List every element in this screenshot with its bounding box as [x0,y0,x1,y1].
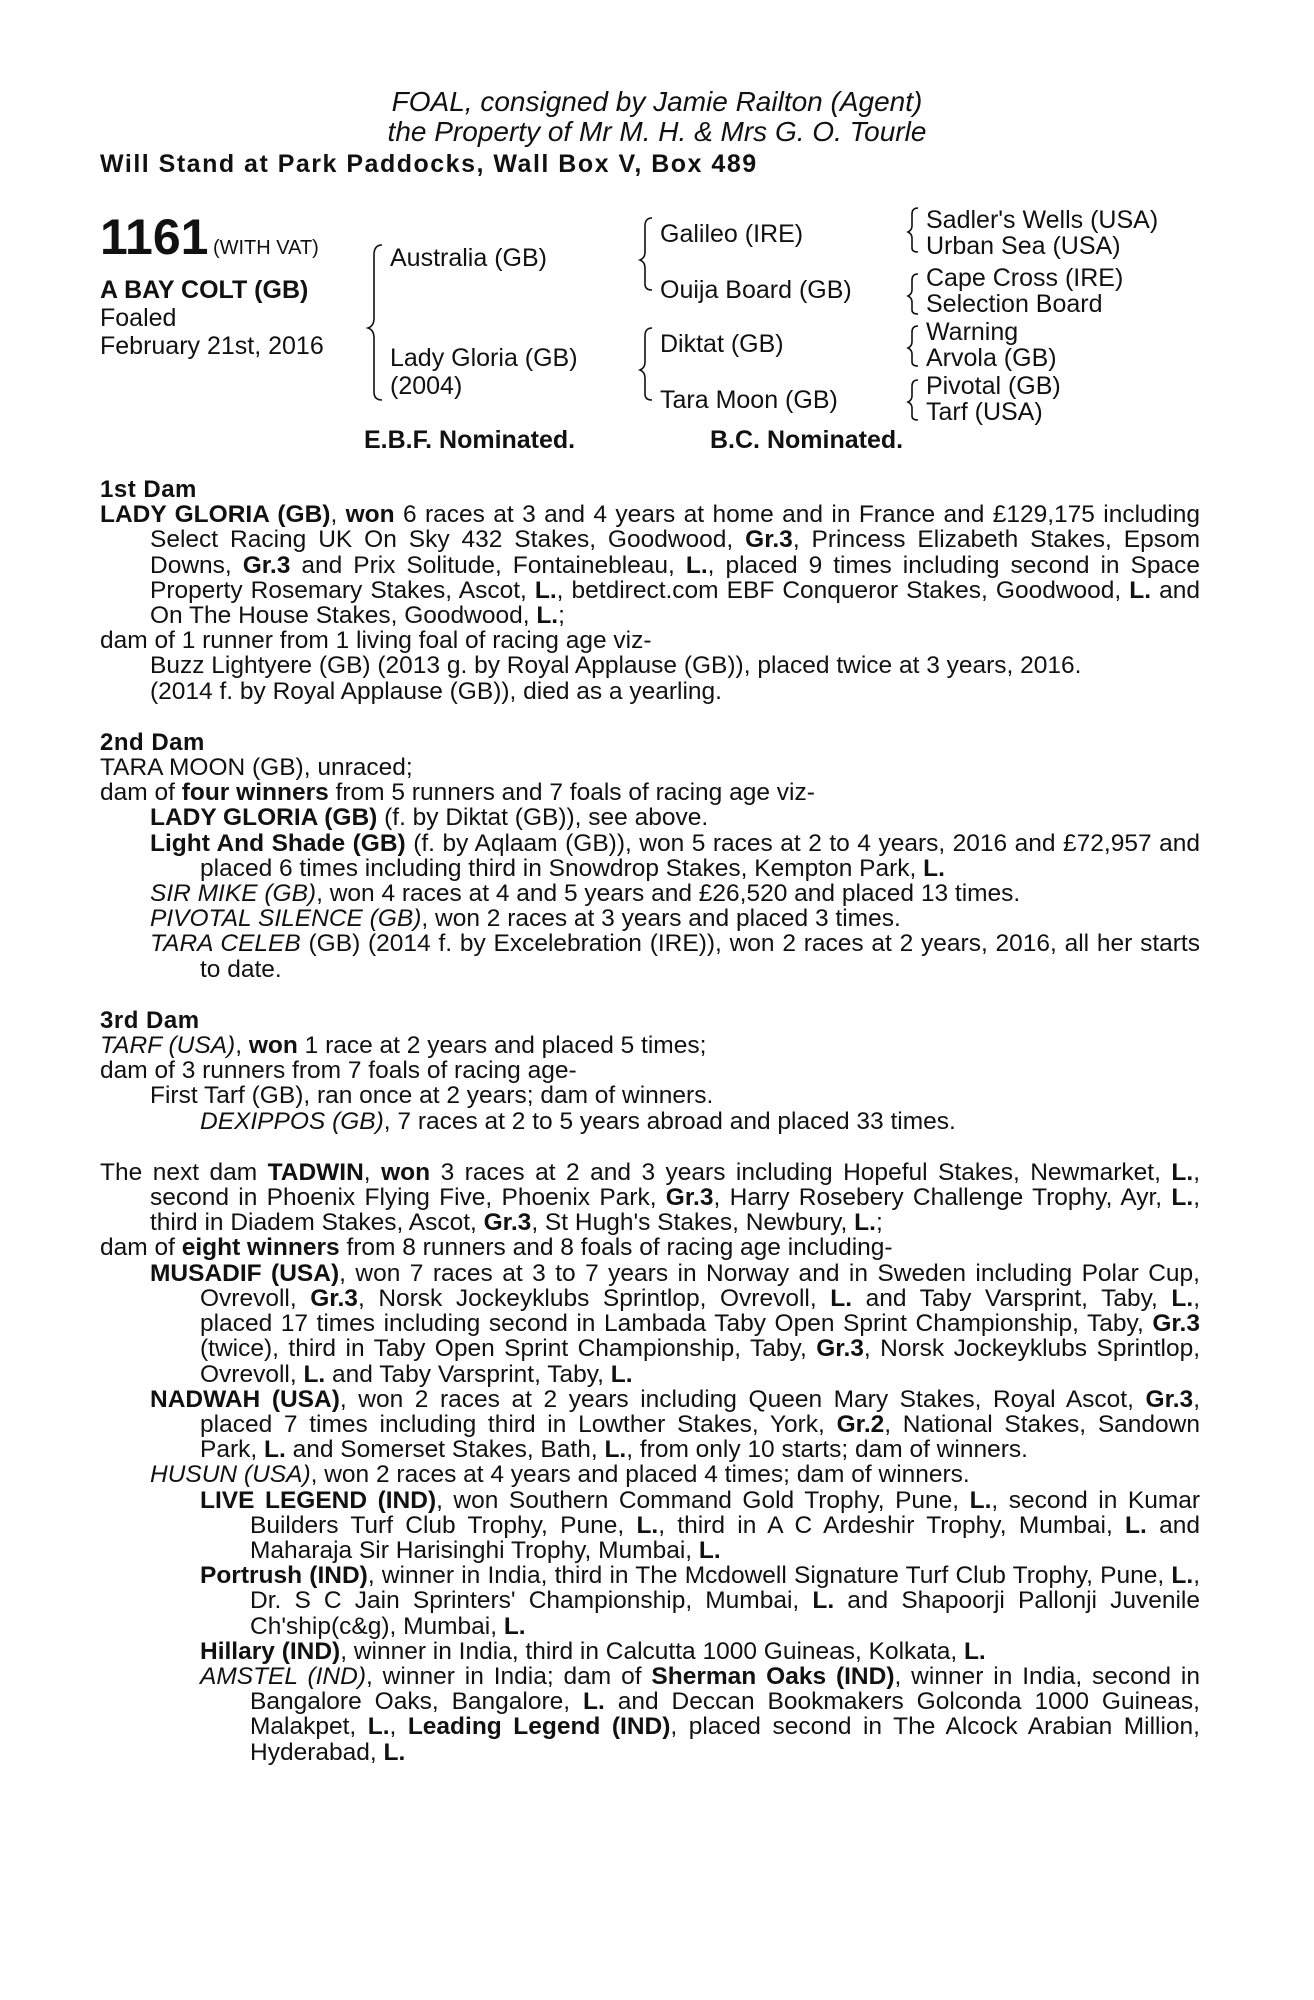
list-item: Light And Shade (GB) (f. by Aqlaam (GB)), won 5 races at 2 to 4 years, 2016 and £72,957 and placed 6 times including third in Snowdrop Stakes, Kempton Park, L. [150,829,1201,882]
brace-tara [908,380,918,420]
foaled-label: Foaled [100,304,177,332]
list-item: HUSUN (USA), won 2 races at 4 years and placed 4 times; dam of winners. [150,1461,970,1489]
foaled-date: February 21st, 2016 [100,332,324,360]
list-item: SIR MIKE (GB), won 4 races at 4 and 5 years and £26,520 and placed 13 times. [150,880,1021,908]
dam-year: (2004) [390,372,463,400]
fourth-dam-produce-summary: dam of eight winners from 8 runners and 8 foals of racing age including- [100,1234,893,1262]
second-dam-record: TARA MOON (GB), unraced; [100,754,413,782]
list-item: TARA CELEB (GB) (2014 f. by Excelebration (IRE)), won 2 races at 2 years, 2016, all her starts to date. [150,930,1200,983]
g3-sadlers-wells: Sadler's Wells (USA) [926,206,1159,234]
first-dam-record: LADY GLORIA (GB), won 6 races at 3 and 4 years at home and in France and £129,175 including Select Racing UK On Sky 432 Stakes, Goodwood, Gr.3, Princess Elizabeth Stakes, Epsom Downs, Gr.3 and Prix Solitude, Fontainebleau, L., placed 9 times including second in Space Property Rosemary Stakes, Ascot, L., betdirect.com EBF Conqueror Stakes, Goodwood, L. and On The House Stakes, Goodwood, L.; [100,501,1201,630]
brace-diktat [908,326,918,366]
list-item: NADWAH (USA), won 2 races at 2 years including Queen Mary Stakes, Royal Ascot, Gr.3, placed 7 times including third in Lowther Stakes, York, Gr.2, National Stakes, Sandown Park, L. and Somerset Stakes, Bath, L., from only 10 starts; dam of winners. [150,1385,1201,1464]
consignor-line: FOAL, consigned by Jamie Railton (Agent) [391,86,923,117]
vat-note: (WITH VAT) [212,237,319,259]
list-item: MUSADIF (USA), won 7 races at 3 to 7 years in Norway and in Sweden including Polar Cup, Ovrevoll, Gr.3, Norsk Jockeyklubs Sprintlop, Ovrevoll, L. and Taby Varsprint, Taby, L., placed 17 times including second in Lambada Taby Open Sprint Championship, Taby, Gr.3 (twice), third in Taby Open Sprint Championship, Taby, Gr.3, Norsk Jockeyklubs Sprintlop, Ovrevoll, L. and Taby Varsprint, Taby, L. [150,1259,1201,1388]
dam-section [100,477,1200,1765]
sire: Australia (GB) [390,244,547,272]
list-item: Hillary (IND), winner in India, third in Calcutta 1000 Guineas, Kolkata, L. [200,1637,986,1665]
g3-arvola: Arvola (GB) [926,344,1057,372]
list-item: Buzz Lightyere (GB) (2013 g. by Royal Applause (GB)), placed twice at 3 years, 2016. [150,652,1082,680]
fourth-dam-record: The next dam TADWIN, won 3 races at 2 and 3 years including Hopeful Stakes, Newmarket, L., second in Phoenix Flying Five, Phoenix Park, Gr.3, Harry Rosebery Challenge Trophy, Ayr, L., third in Diadem Stakes, Ascot, Gr.3, St Hugh's Stakes, Newbury, L.; [100,1158,1200,1237]
brace-ouija [908,274,918,314]
list-item: LADY GLORIA (GB) (f. by Diktat (GB)), see above. [150,804,709,832]
property-line: the Property of Mr M. H. & Mrs G. O. Tourle [387,116,927,147]
first-dam-produce-summary: dam of 1 runner from 1 living foal of racing age viz- [100,627,652,655]
second-dam-produce-summary: dam of four winners from 5 runners and 7 foals of racing age viz- [100,779,815,807]
brace-sire-line [640,218,652,290]
list-item: DEXIPPOS (GB), 7 races at 2 to 5 years abroad and placed 33 times. [200,1107,956,1135]
list-item: Portrush (IND), winner in India, third in The Mcdowell Signature Turf Club Trophy, Pune, L., Dr. S C Jain Sprinters' Championship, Mumbai, L. and Shapoorji Pallonji Juvenile Ch'ship(c&g), Mumbai, L. [200,1562,1200,1640]
bc-nominated: B.C. Nominated. [710,426,904,454]
list-item: PIVOTAL SILENCE (GB), won 2 races at 3 years and placed 3 times. [150,905,901,933]
sire-dam: Ouija Board (GB) [660,276,852,304]
lot-name: A BAY COLT (GB) [100,276,309,304]
dam-sire: Diktat (GB) [660,330,784,358]
list-item: First Tarf (GB), ran once at 2 years; dam of winners. [150,1082,714,1110]
ebf-nominated: E.B.F. Nominated. [364,426,576,454]
dam-name: LADY GLORIA (GB) [100,501,331,529]
second-dam-heading: 2nd Dam [100,728,205,756]
brace-generation-1 [368,245,382,400]
g3-pivotal: Pivotal (GB) [926,372,1061,400]
third-dam-produce-summary: dam of 3 runners from 7 foals of racing age- [100,1057,577,1085]
lot-number: 1161 [100,209,209,265]
first-dam-heading: 1st Dam [100,476,197,503]
dam-dam: Tara Moon (GB) [660,386,838,414]
list-item: (2014 f. by Royal Applause (GB)), died as a yearling. [150,677,722,705]
stand-location: Will Stand at Park Paddocks, Wall Box V, Box 489 [100,150,758,178]
brace-dam-line [640,328,652,400]
g3-tarf: Tarf (USA) [926,398,1043,426]
g3-warning: Warning [926,318,1019,346]
third-dam-record: TARF (USA), won 1 race at 2 years and placed 5 times; [100,1032,707,1060]
list-item: AMSTEL (IND), winner in India; dam of Sherman Oaks (IND), winner in India, second in Bangalore Oaks, Bangalore, L. and Deccan Bookmakers Golconda 1000 Guineas, Malakpet, L., Leading Legend (IND), placed second in The Alcock Arabian Million, Hyderabad, L. [200,1662,1200,1766]
list-item: LIVE LEGEND (IND), won Southern Command Gold Trophy, Pune, L., second in Kumar Builders Turf Club Trophy, Pune, L., third in A C Ardeshir Trophy, Mumbai, L. and Maharaja Sir Harisinghi Trophy, Mumbai, L. [200,1486,1201,1564]
brace-galileo [908,208,918,252]
sire-sire: Galileo (IRE) [660,220,804,248]
dam: Lady Gloria (GB) [390,344,578,372]
third-dam-heading: 3rd Dam [100,1006,200,1034]
g3-urban-sea: Urban Sea (USA) [926,232,1121,260]
g3-selection-board: Selection Board [926,290,1103,318]
g3-cape-cross: Cape Cross (IRE) [926,264,1124,292]
